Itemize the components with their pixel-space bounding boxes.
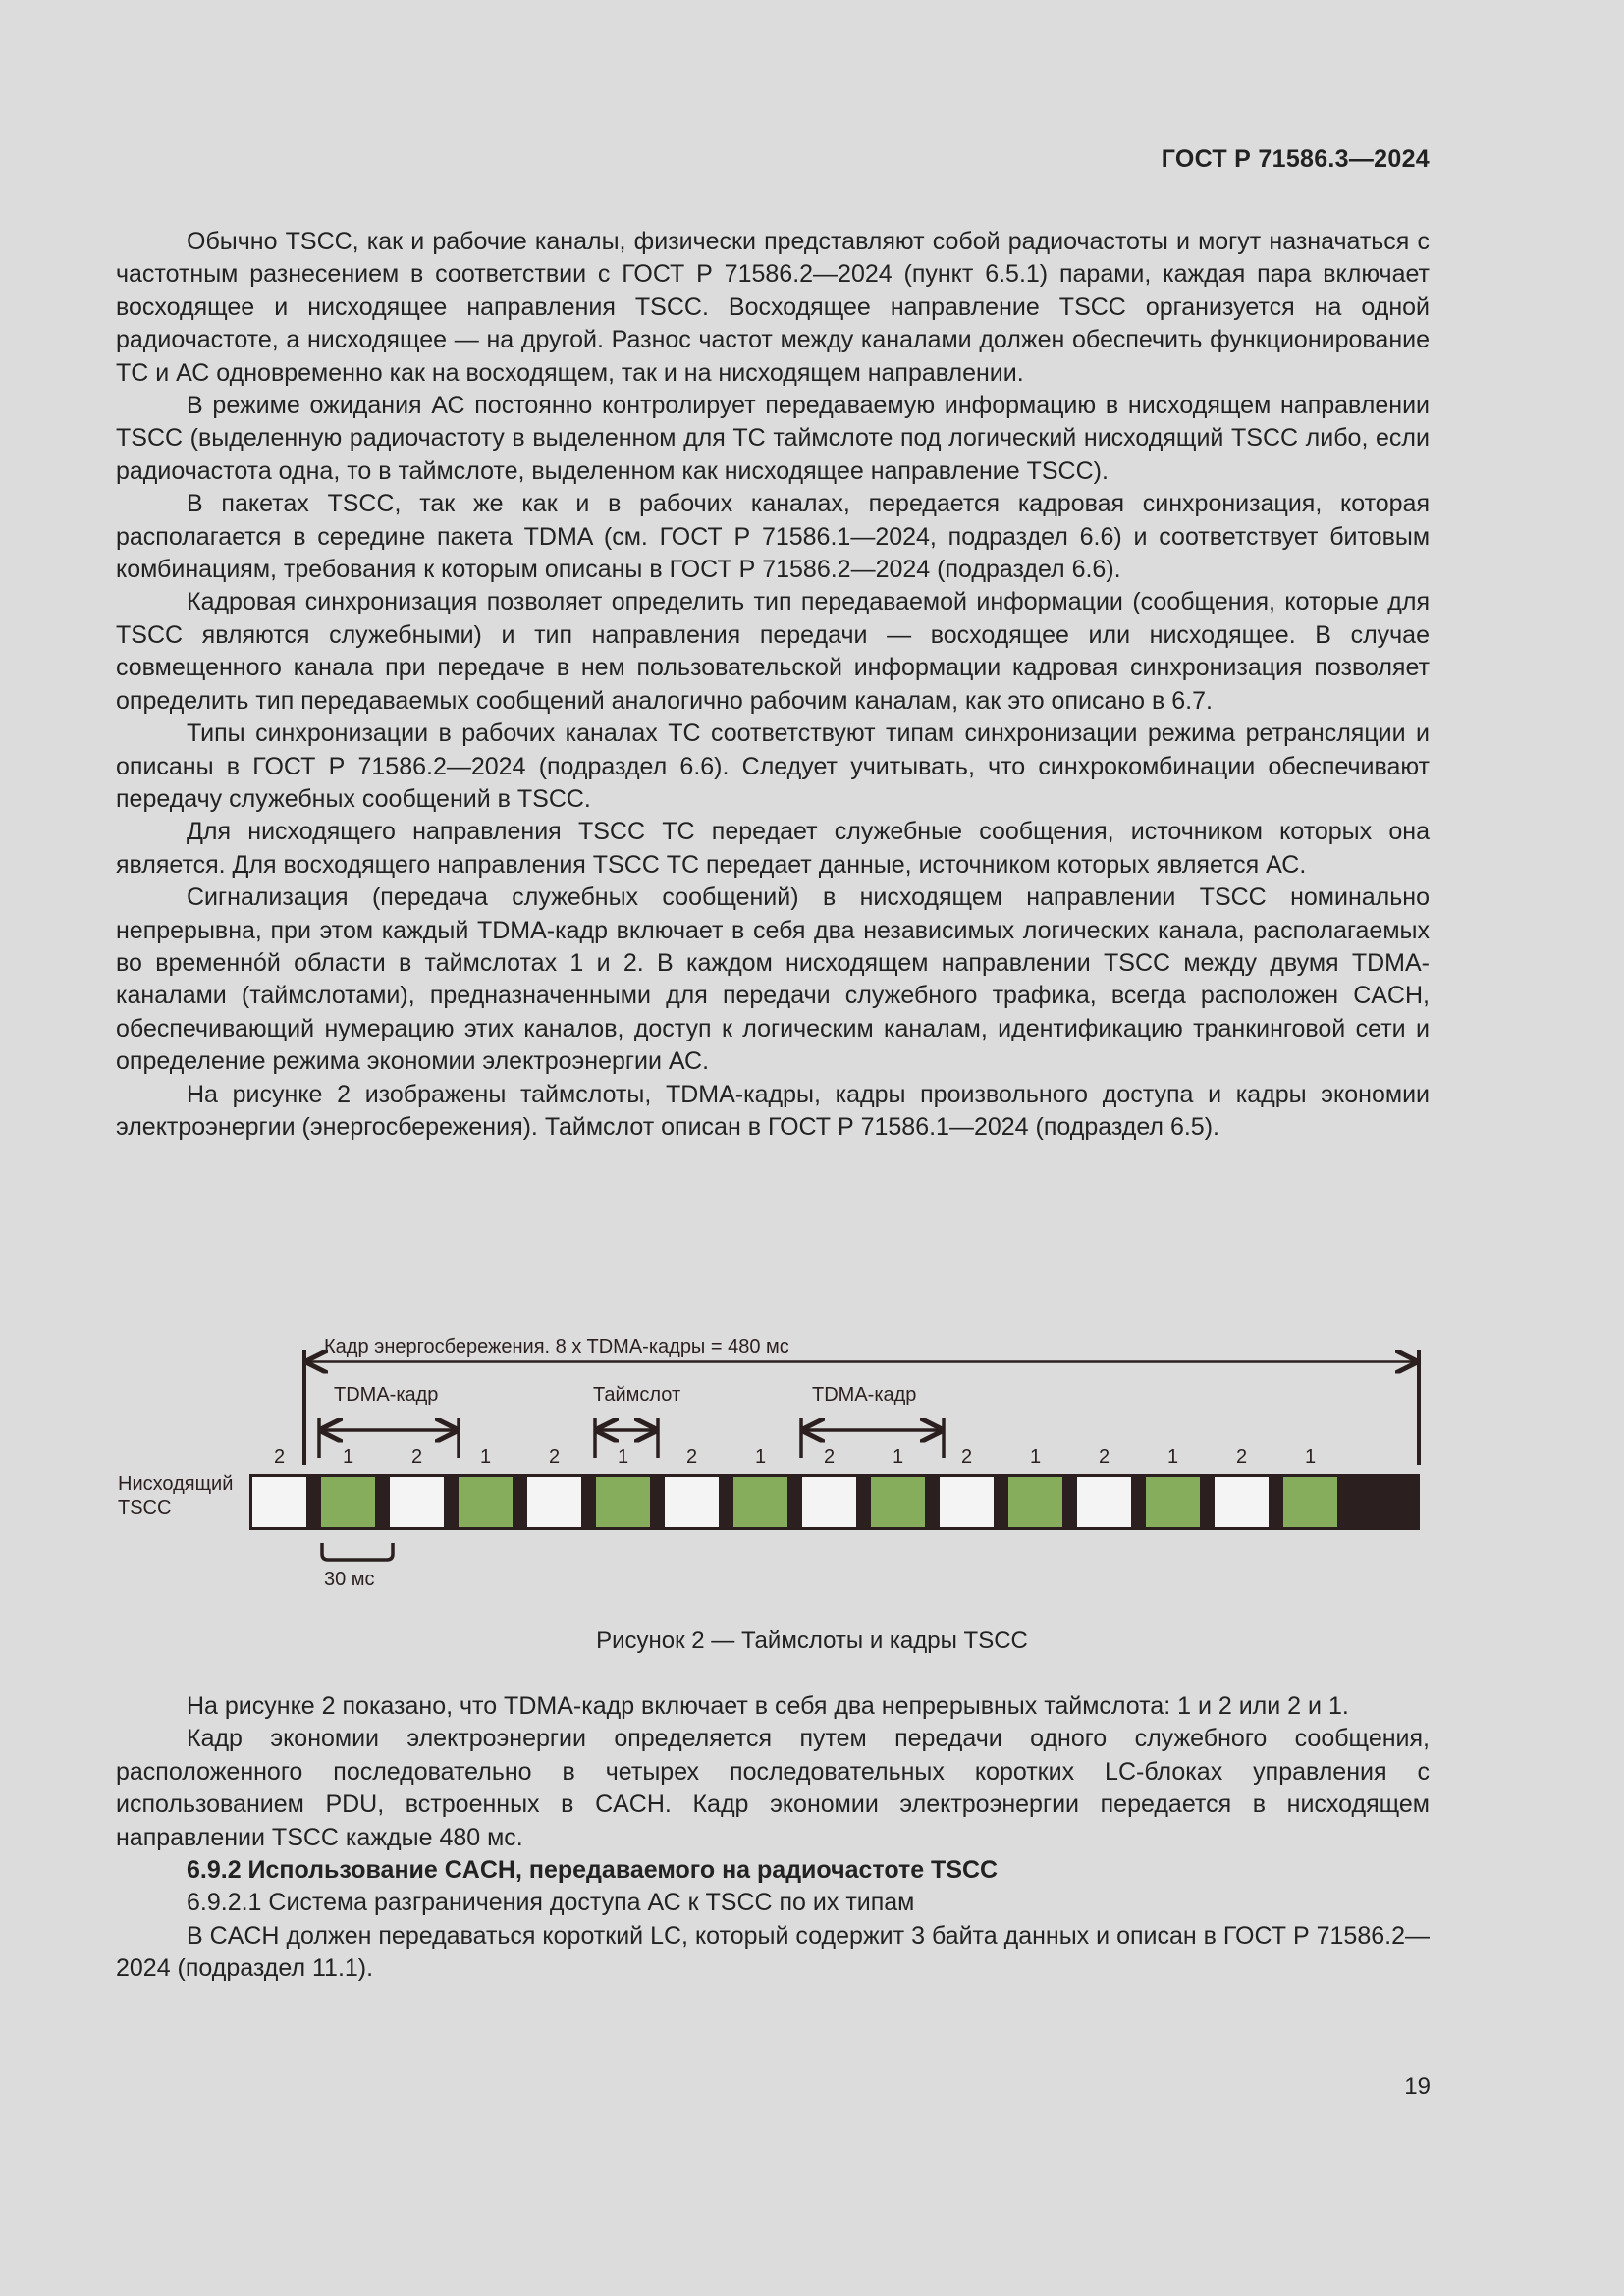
paragraph: Обычно TSCC, как и рабочие каналы, физически представляют собой радиочастоты и могут назначаться с частотным разнесением в соответствии с ГОСТ Р 71586.2—2024 (пункт 6.5.1) парами, каждая пара включает восходящее и нисходящее направления TSCC. Восходящее направление TSCC организуется на одной радиочастоте, а нисходящее — на другой. Разнос частот между каналами должен обеспечить функционирование ТС и АС одновременно как на восходящем, так и на нисходящем направлении.: [116, 228, 1430, 387]
body-text-top: [116, 226, 1430, 1144]
idle-timeslot: [802, 1477, 856, 1527]
paragraph: В CACH должен передаваться короткий LC, который содержит 3 байта данных и описан в ГОСТ Р 71586.2—2024 (подраздел 11.1).: [116, 1921, 1430, 1983]
timeslot-diagram: [108, 1320, 1443, 1605]
row-label-line2: TSCC: [118, 1497, 172, 1519]
slot-bar: [249, 1474, 1420, 1530]
duration-label: 30 мс: [324, 1569, 375, 1590]
page-number: 19: [1404, 2073, 1431, 2100]
duration-brace: [322, 1543, 393, 1560]
idle-timeslot: [1215, 1477, 1269, 1527]
slot-number: 2: [960, 1446, 973, 1468]
active-timeslot: [1283, 1477, 1337, 1527]
section-heading: 6.9.2 Использование CACH, передаваемого на радиочастоте TSCC: [187, 1856, 999, 1885]
slot-number: 1: [892, 1446, 904, 1468]
idle-timeslot: [1077, 1477, 1131, 1527]
slot-number: 2: [273, 1446, 286, 1468]
paragraph: В пакетах TSCC, так же как и в рабочих каналах, передается кадровая синхронизация, которая располагается в середине пакета TDMA (см. ГОСТ Р 71586.1—2024, подраздел 6.6) и соответствует битовым комбинациям, требования к которым описаны в ГОСТ Р 71586.2—2024 (подраздел 6.6).: [116, 490, 1430, 584]
idle-timeslot: [665, 1477, 719, 1527]
active-timeslot: [733, 1477, 787, 1527]
slot-number: 1: [754, 1446, 767, 1468]
slot-number: 2: [548, 1446, 561, 1468]
tdma-frame-2-label: TDMA-кадр: [812, 1384, 917, 1406]
paragraph: В режиме ожидания АС постоянно контролирует передаваемую информацию в нисходящем направлении TSCC (выделенную радиочастоту в выделенном для ТС таймслоте под логический нисходящий TSCC либо, если радиочастота одна, то в таймслоте, выделенном как нисходящее направление TSCC).: [116, 392, 1430, 485]
slot-number: 2: [685, 1446, 698, 1468]
slot-number: 1: [1029, 1446, 1042, 1468]
slot-number: 2: [1098, 1446, 1110, 1468]
idle-timeslot: [252, 1477, 306, 1527]
slot-number: 2: [410, 1446, 423, 1468]
paragraph: Кадровая синхронизация позволяет определить тип передаваемой информации (сообщения, которые для TSCC являются служебными) и тип направления передачи — восходящее или нисходящее. В случае совмещенного канала при передаче в нем пользовательской информации кадровая синхронизация позволяет определить тип передаваемых сообщений аналогично рабочим каналам, как это описано в 6.7.: [116, 588, 1430, 715]
idle-timeslot: [390, 1477, 444, 1527]
paragraph: Сигнализация (передача служебных сообщений) в нисходящем направлении TSCC номинально непрерывна, при этом каждый TDMA-кадр включает в себя два независимых логических канала, располагаемых во временнóй области в таймслотах 1 и 2. В каждом нисходящем направлении TSCC между двумя TDMA-каналами (таймслотами), предназначенными для передачи служебного трафика, всегда расположен CACH, обеспечивающий нумерацию этих каналов, доступ к логическим каналам, идентификацию транкинговой сети и определение режима экономии электроэнергии АС.: [116, 883, 1430, 1076]
slot-number: 1: [1304, 1446, 1317, 1468]
body-text-bottom: [116, 1690, 1430, 1986]
tdma-frame-1-label: TDMA-кадр: [334, 1384, 439, 1406]
active-timeslot: [1008, 1477, 1062, 1527]
paragraph: Для нисходящего направления TSCC ТС передает служебные сообщения, источником которых она является. Для восходящего направления TSCC ТС передает данные, источником которых является АС.: [116, 818, 1430, 879]
document-header: ГОСТ Р 71586.3—2024: [1161, 145, 1430, 173]
timeslot-label: Таймслот: [593, 1384, 681, 1406]
figure-caption: Рисунок 2 — Таймслоты и кадры TSCC: [596, 1628, 1028, 1654]
slot-number: 2: [823, 1446, 836, 1468]
active-timeslot: [871, 1477, 925, 1527]
active-timeslot: [596, 1477, 650, 1527]
power-save-label: Кадр энергосбережения. 8 x TDMA-кадры = 480 мс: [324, 1336, 789, 1358]
paragraph: Кадр экономии электроэнергии определяется путем передачи одного служебного сообщения, расположенного последовательно в четырех последовательных коротких LC-блоках управления с использованием PDU, встроенных в CACH. Кадр экономии электроэнергии передается в нисходящем направлении TSCC каждые 480 мс.: [116, 1725, 1430, 1851]
active-timeslot: [459, 1477, 513, 1527]
idle-timeslot: [940, 1477, 994, 1527]
active-timeslot: [1146, 1477, 1200, 1527]
paragraph: Типы синхронизации в рабочих каналах ТС соответствуют типам синхронизации режима ретрансляции и описаны в ГОСТ Р 71586.2—2024 (подраздел 6.6). Следует учитывать, что синхрокомбинации обеспечивают передачу служебных сообщений в TSCC.: [116, 720, 1430, 813]
slot-number: 1: [342, 1446, 354, 1468]
active-timeslot: [321, 1477, 375, 1527]
idle-timeslot: [527, 1477, 581, 1527]
slot-number: 1: [617, 1446, 629, 1468]
paragraph: На рисунке 2 изображены таймслоты, TDMA-кадры, кадры произвольного доступа и кадры экономии электроэнергии (энергосбережения). Таймслот описан в ГОСТ Р 71586.1—2024 (подраздел 6.5).: [116, 1080, 1430, 1141]
slot-number: 2: [1235, 1446, 1248, 1468]
slot-number: 1: [1166, 1446, 1179, 1468]
slot-numbers: [274, 1446, 1316, 1468]
paragraph: На рисунке 2 показано, что TDMA-кадр включает в себя два непрерывных таймслота: 1 и 2 или 2 и 1.: [187, 1692, 1349, 1720]
row-label-line1: Нисходящий: [118, 1473, 234, 1495]
subsection-heading: 6.9.2.1 Система разграничения доступа АС к TSCC по их типам: [187, 1889, 915, 1917]
slot-number: 1: [479, 1446, 492, 1468]
